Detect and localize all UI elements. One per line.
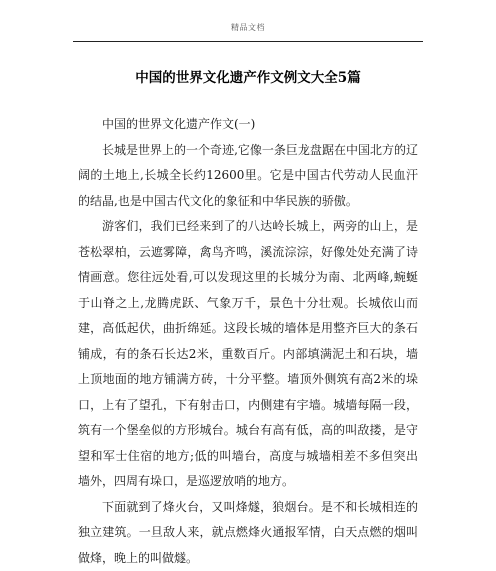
paragraph-3: 下面就到了烽火台，又叫烽燧，狼烟台。是不和长城相连的独立建筑。一旦敌人来，就点燃烽火通报军情，白天点燃的烟叫做烽，晚上的叫做燧。: [78, 495, 418, 571]
document-body: [78, 112, 418, 571]
header-divider: [73, 41, 423, 42]
paragraph-2: 游客们，我们已经来到了的八达岭长城上，两旁的山上，是苍松翠柏，云遮雾障，禽鸟齐鸣，溪流淙淙，好像处处充满了诗情画意。您往远处看,可以发现这里的长城分为南、北两峰,蜿蜒于山脊之上,龙腾虎跃、气象万千，景色十分壮观。长城依山而建，高低起伏，曲折绵延。这段长城的墙体是用整齐巨大的条石铺成，有的条石长达2米，重数百斤。内部填满泥土和石块，墙上顶地面的地方铺满方砖，十分平整。墙顶外侧筑有高2米的垛口，上有了望孔，下有射击口，内侧建有宇墙。城墙每隔一段，筑有一个堡垒似的方形城台。城台有高有低，高的叫敌搂，是守望和军士住宿的地方;低的叫墙台，高度与城墙相差不多但突出墙外，四周有垛口，是巡逻放哨的地方。: [78, 214, 418, 495]
page-header-label: 精品文档: [0, 22, 496, 33]
paragraph-1: 长城是世界上的一个奇迹,它像一条巨龙盘踞在中国北方的辽阔的土地上,长城全长约12600里。它是中国古代劳动人民血汗的结晶,也是中国古代文化的象征和中华民族的骄傲。: [78, 138, 418, 215]
section-heading: 中国的世界文化遗产作文(一): [78, 112, 418, 138]
document-title: 中国的世界文化遗产作文例文大全5篇: [0, 66, 496, 86]
